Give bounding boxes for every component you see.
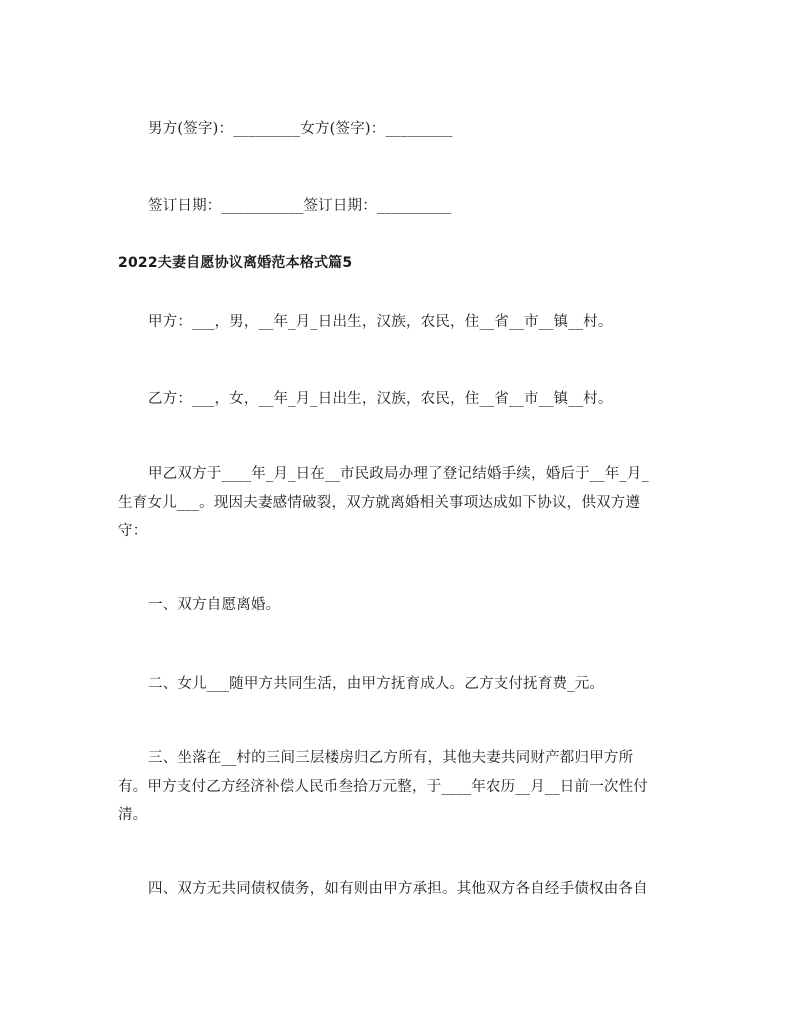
clause-3-line-1: 三、坐落在__村的三间三层楼房归乙方所有，其他夫妻共同财产都归甲方所 [148,750,634,766]
intro-line-2: 生育女儿___。现因夫妻感情破裂，双方就离婚相关事项达成如下协议，供双方遵 [118,494,641,511]
clause-1: 一、双方自愿离婚。 [148,597,281,613]
clause-3-line-2: 有。甲方支付乙方经济补偿人民币叁拾万元整，于____年农历__月__日前一次性付 [118,778,648,795]
intro-line-3: 守： [118,523,148,539]
clause-2: 二、女儿___随甲方共同生活，由甲方抚育成人。乙方支付抚育费_元。 [148,676,605,692]
intro-paragraph [118,460,692,546]
clause-3-paragraph [118,744,692,830]
party-a-paragraph: 甲方：___，男，__年_月_日出生，汉族，农民，住__省__市__镇__村。 [148,314,613,330]
party-b-paragraph: 乙方：___，女，__年_月_日出生，汉族，农民，住__省__市__镇__村。 [148,391,613,407]
clause-3-line-3: 清。 [118,807,148,823]
section-title: 2022夫妻自愿协议离婚范本格式篇5 [118,255,353,271]
signing-date-line: 签订日期：___________签订日期：__________ [148,198,452,214]
clause-4: 四、双方无共同债权债务，如有则由甲方承担。其他双方各自经手债权由各自 [148,881,648,897]
intro-line-1: 甲乙双方于____年_月_日在__市民政局办理了登记结婚手续，婚后于__年_月_ [148,466,649,482]
signature-line: 男方(签字)：_________女方(签字)：_________ [148,121,453,137]
